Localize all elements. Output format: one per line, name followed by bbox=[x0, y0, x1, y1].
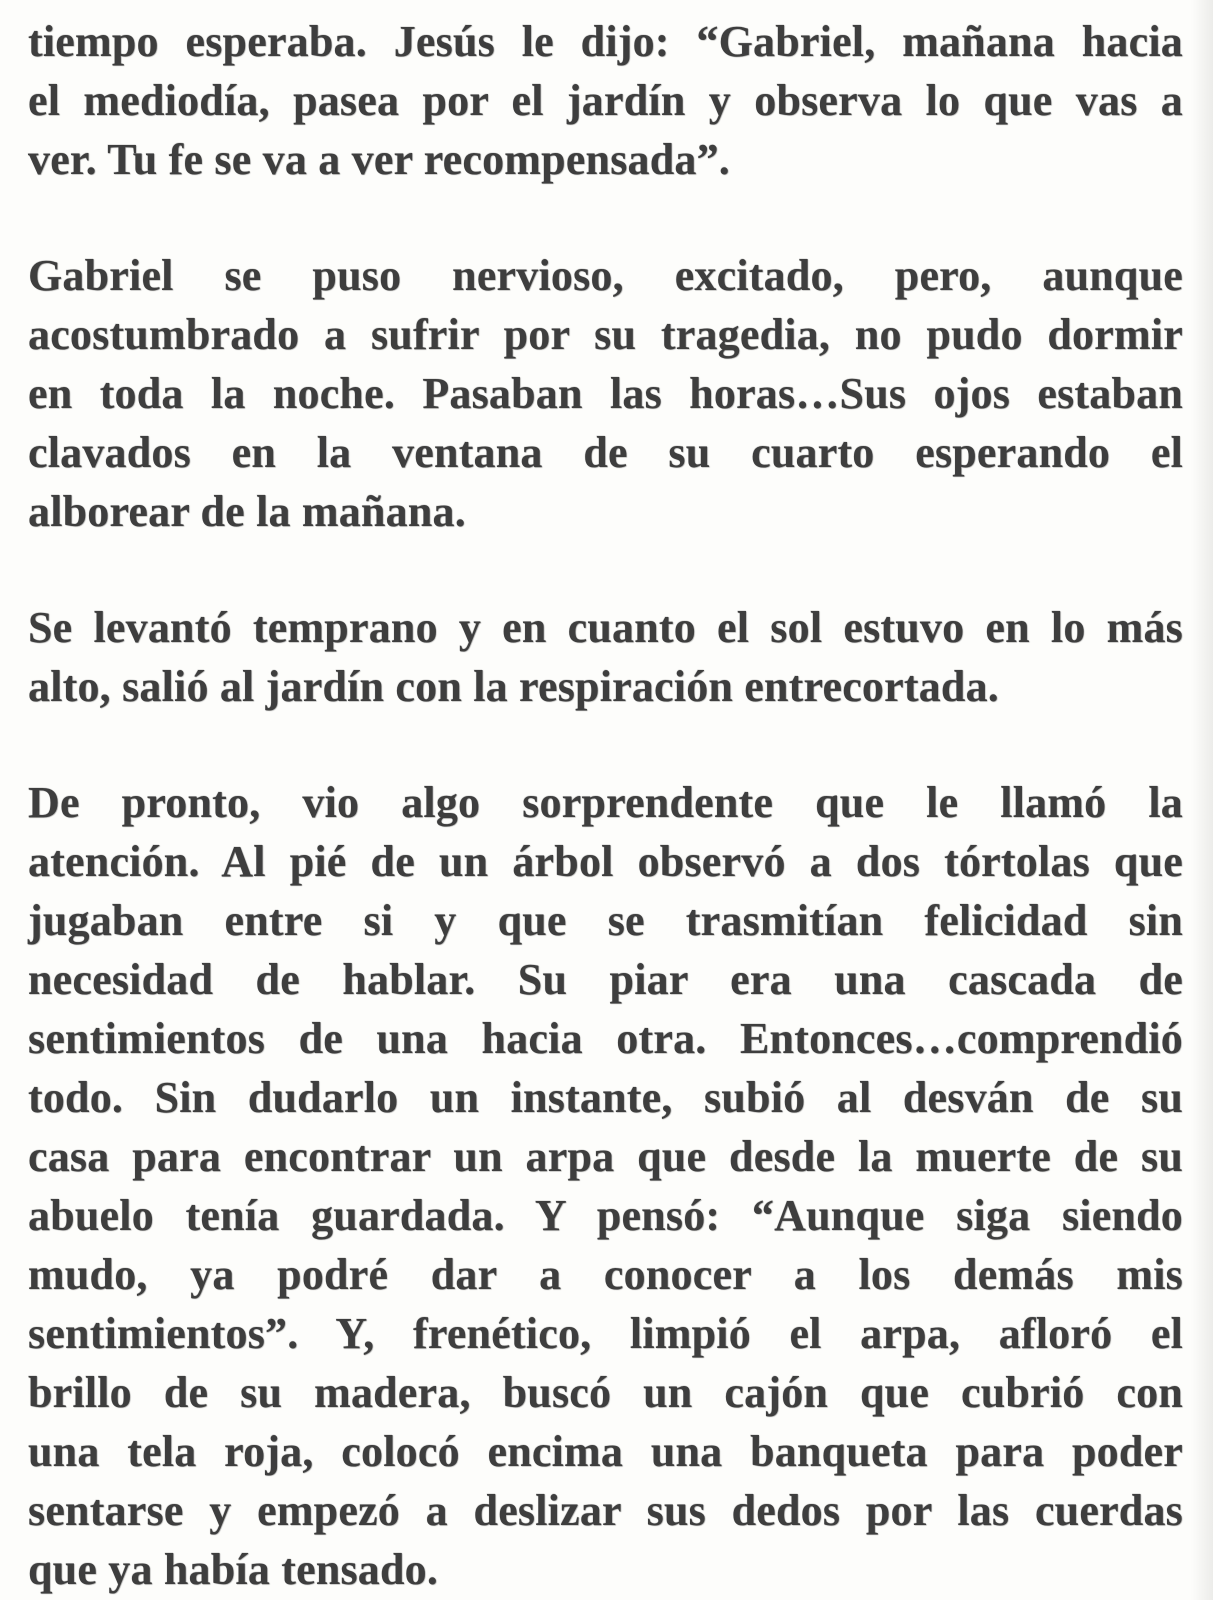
text-line: casa para encontrar un arpa que desde la muerte de su bbox=[28, 1132, 1183, 1181]
paragraph bbox=[28, 598, 1183, 716]
text-line: que ya había tensado. bbox=[28, 1545, 439, 1594]
text-line: ver. Tu fe se va a ver recompensada”. bbox=[28, 135, 731, 184]
paragraph bbox=[28, 246, 1183, 541]
text-line: alborear de la mañana. bbox=[28, 487, 466, 536]
text-line: mudo, ya podré dar a conocer a los demás mis bbox=[28, 1250, 1183, 1299]
text-line: Se levantó temprano y en cuanto el sol estuvo en lo más bbox=[28, 603, 1183, 652]
text-line: todo. Sin dudarlo un instante, subió al desván de su bbox=[28, 1073, 1183, 1122]
text-line: Gabriel se puso nervioso, excitado, pero, aunque bbox=[28, 251, 1183, 300]
paragraph bbox=[28, 773, 1183, 1599]
text-line: brillo de su madera, buscó un cajón que cubrió con bbox=[28, 1368, 1183, 1417]
text-line: abuelo tenía guardada. Y pensó: “Aunque siga siendo bbox=[28, 1191, 1183, 1240]
text-line: en toda la noche. Pasaban las horas…Sus ojos estaban bbox=[28, 369, 1183, 418]
text-line: jugaban entre si y que se trasmitían felicidad sin bbox=[28, 896, 1183, 945]
text-line: atención. Al pié de un árbol observó a dos tórtolas que bbox=[28, 837, 1183, 886]
text-line: sentimientos de una hacia otra. Entonces…comprendió bbox=[28, 1014, 1183, 1063]
text-line: una tela roja, colocó encima una banqueta para poder bbox=[28, 1427, 1183, 1476]
text-line: alto, salió al jardín con la respiración entrecortada. bbox=[28, 662, 999, 711]
paragraph bbox=[28, 12, 1183, 189]
text-line: el mediodía, pasea por el jardín y observa lo que vas a bbox=[28, 76, 1183, 125]
text-line: De pronto, vio algo sorprendente que le llamó la bbox=[28, 778, 1183, 827]
text-line: tiempo esperaba. Jesús le dijo: “Gabriel, mañana hacia bbox=[28, 17, 1183, 66]
text-line: sentarse y empezó a deslizar sus dedos por las cuerdas bbox=[28, 1486, 1183, 1535]
text-line: necesidad de hablar. Su piar era una cascada de bbox=[28, 955, 1183, 1004]
text-line: clavados en la ventana de su cuarto esperando el bbox=[28, 428, 1183, 477]
text-line: sentimientos”. Y, frenético, limpió el arpa, afloró el bbox=[28, 1309, 1183, 1358]
text-line: acostumbrado a sufrir por su tragedia, no pudo dormir bbox=[28, 310, 1183, 359]
